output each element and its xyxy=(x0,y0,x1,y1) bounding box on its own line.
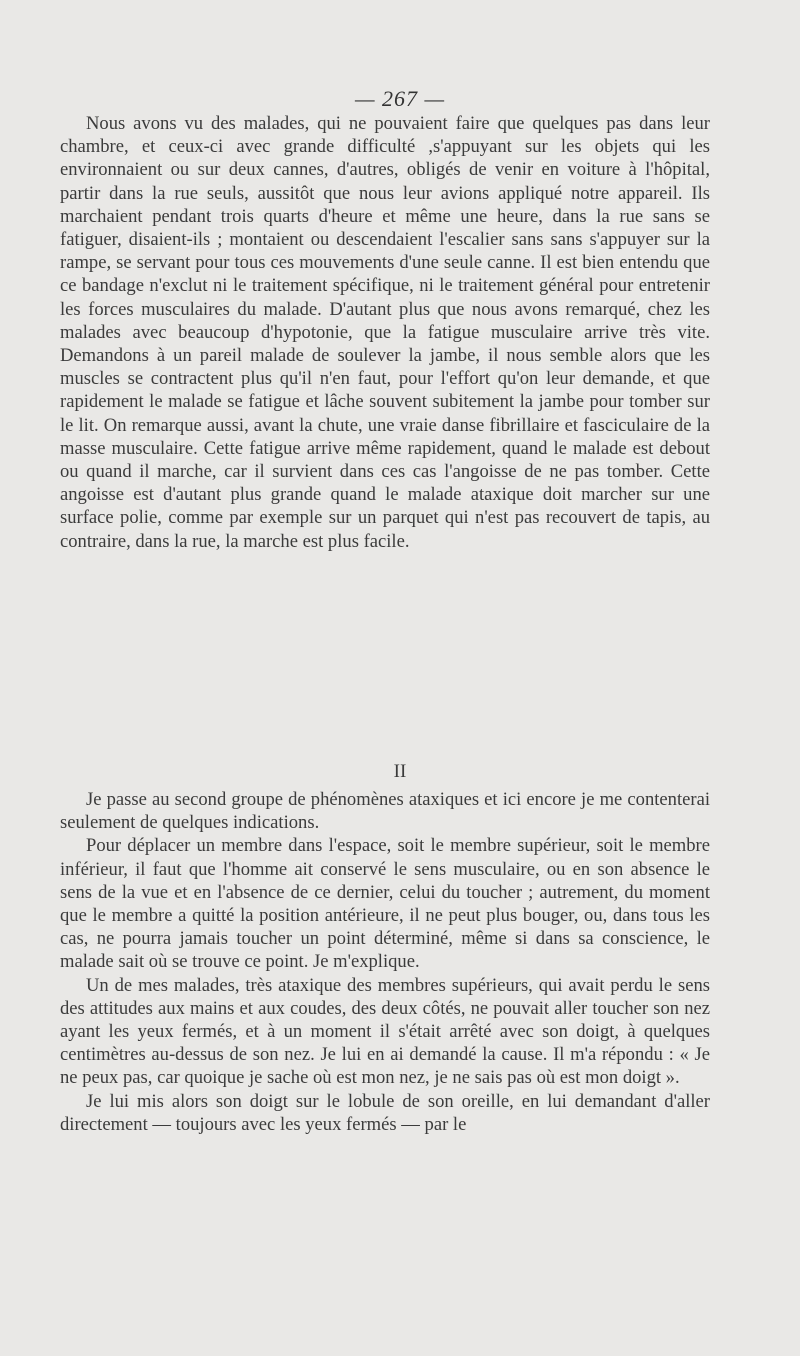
page-number: — 267 — xyxy=(354,86,446,111)
section-heading: II xyxy=(393,761,407,782)
paragraph: Je passe au second groupe de phénomènes ataxiques et ici encore je me contenterai seulement de quelques indications. xyxy=(60,789,710,834)
section-1-body xyxy=(60,112,710,553)
paragraph: Je lui mis alors son doigt sur le lobule de son oreille, en lui demandant d'aller directement — toujours avec les yeux fermés — par le xyxy=(60,1090,710,1135)
paragraph: Pour déplacer un membre dans l'espace, soit le membre supérieur, soit le membre inférieur, il faut que l'homme ait conservé le sens musculaire, ou en son absence le sens de la vue et en l'absence de ce dernier, celui du toucher ; autrement, du moment que le membre a quitté la position antérieure, il ne peut plus bouger, ou, dans tous les cas, ne pourra jamais toucher un point déterminé, même si dans sa conscience, le malade sait où se trouve ce point. Je m'explique. xyxy=(60,835,710,973)
paragraph: Un de mes malades, très ataxique des membres supérieurs, qui avait perdu le sens des attitudes aux mains et aux coudes, des deux côtés, ne pouvait aller toucher son nez ayant les yeux fermés, et à un moment il s'était arrêté avec son doigt, à quelques centimètres au-dessus de son nez. Je lui en ai demandé la cause. Il m'a répondu : « Je ne peux pas, car quoique je sache où est mon nez, je ne sais pas où est mon doigt ». xyxy=(60,974,710,1089)
paragraph: Nous avons vu des malades, qui ne pouvaient faire que quelques pas dans leur chambre, et ceux-ci avec grande difficulté ,s'appuyant sur les objets qui les environnaient ou sur deux cannes, d'autres, obligés de venir en voiture à l'hôpital, partir dans la rue seuls, aussitôt que nous leur avions appliqué notre appareil. Ils marchaient pendant trois quarts d'heure et même une heure, dans la rue sans se fatiguer, disaient-ils ; montaient ou descendaient l'escalier sans sans s'appuyer sur la rampe, se servant pour tous ces mouvements d'une seule canne. Il est bien entendu que ce bandage n'exclut ni le traitement spécifique, ni le traitement général pour entretenir les forces musculaires du malade. D'autant plus que nous avons remarqué, chez les malades avec beaucoup d'hypotonie, que la fatigue musculaire arrive très vite. Demandons à un pareil malade de soulever la jambe, il nous semble alors que les muscles se contractent plus qu'il n'en faut, pour l'effort qu'on leur demande, et que rapidement le malade se fatigue et lâche souvent subitement la jambe pour tomber sur le lit. On remarque aussi, avant la chute, une vraie danse fibrillaire et fasciculaire de la masse musculaire. Cette fatigue arrive même rapidement, quand le malade est debout ou quand il marche, car il survient dans ces cas l'angoisse de ne pas tomber. Cette angoisse est d'autant plus grande quand le malade ataxique doit marcher sur une surface polie, comme par exemple sur un parquet qui n'est pas recouvert de tapis, au contraire, dans la rue, la marche est plus facile. xyxy=(60,113,710,552)
section-2-body xyxy=(60,788,710,1136)
